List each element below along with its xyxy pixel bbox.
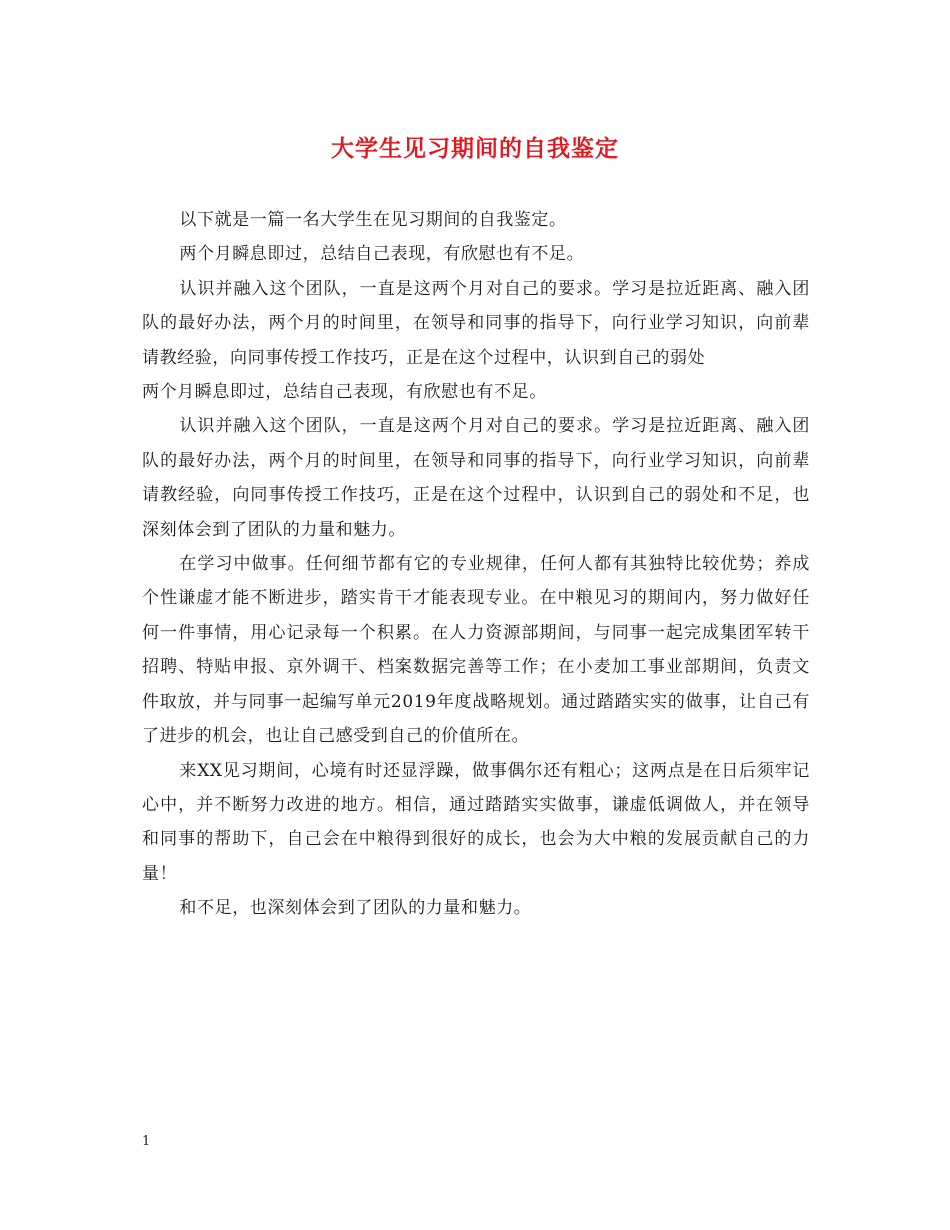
document-title: 大学生见习期间的自我鉴定 bbox=[331, 136, 619, 162]
document-body bbox=[142, 203, 810, 926]
paragraph-reflection: 来XX见习期间，心境有时还显浮躁，做事偶尔还有粗心；这两点是在日后须牢记心中，并不断努力改进的地方。相信，通过踏踏实实做事，谦虚低调做人，并在领导和同事的帮助下，自己会在中粮得到很好的成长，也会为大中粮的发展贡献自己的力量！ bbox=[142, 760, 810, 884]
paragraph-summary: 两个月瞬息即过，总结自己表现，有欣慰也有不足。 bbox=[179, 244, 585, 265]
paragraph-work: 在学习中做事。任何细节都有它的专业规律，任何人都有其独特比较优势；养成个性谦虚才能不断进步，踏实肯干才能表现专业。在中粮见习的期间内，努力做好任何一件事情，用心记录每一个积累。在人力资源部期间，与同事一起完成集团军转干招聘、特贴申报、京外调干、档案数据完善等工作；在小麦加工事业部期间，负责文件取放，并与同事一起编写单元2019年度战略规划。通过踏踏实实的做事，让自己有了进步的机会，也让自己感受到自己的价值所在。 bbox=[142, 554, 810, 747]
paragraph-closing: 和不足，也深刻体会到了团队的力量和魅力。 bbox=[179, 898, 532, 919]
paragraph-team-2: 认识并融入这个团队，一直是这两个月对自己的要求。学习是拉近距离、融入团队的最好办法，两个月的时间里，在领导和同事的指导下，向行业学习知识，向前辈请教经验，向同事传授工作技巧，正是在这个过程中，认识到自己的弱处和不足，也深刻体会到了团队的力量和魅力。 bbox=[142, 416, 810, 540]
paragraph-summary-repeat: 两个月瞬息即过，总结自己表现，有欣慰也有不足。 bbox=[142, 382, 547, 403]
paragraph-team-1: 认识并融入这个团队，一直是这两个月对自己的要求。学习是拉近距离、融入团队的最好办法，两个月的时间里，在领导和同事的指导下，向行业学习知识，向前辈请教经验，向同事传授工作技巧，正是在这个过程中，认识到自己的弱处 bbox=[142, 278, 810, 368]
paragraph-intro: 以下就是一篇一名大学生在见习期间的自我鉴定。 bbox=[179, 210, 567, 230]
page-number: 1 bbox=[142, 1134, 151, 1149]
